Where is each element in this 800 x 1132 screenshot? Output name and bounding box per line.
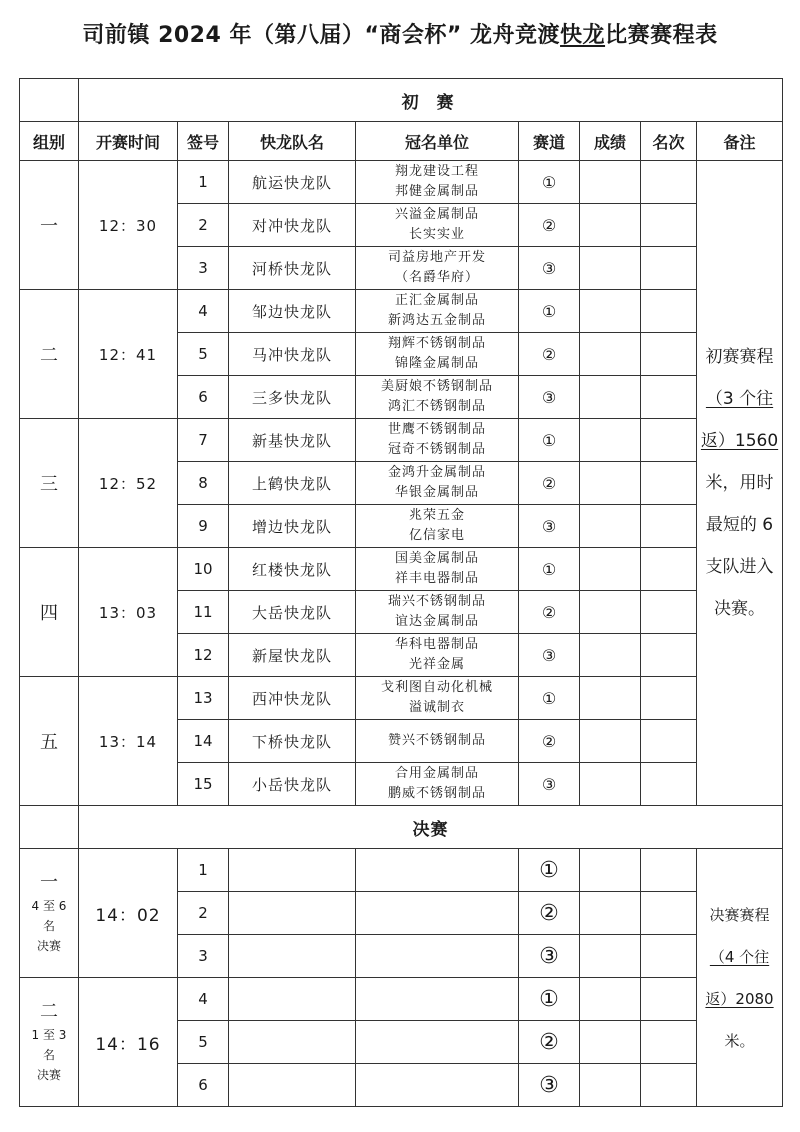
result-cell (580, 376, 641, 419)
rank-cell (641, 935, 697, 978)
sponsor-line: 正汇金属制品 (394, 293, 479, 308)
rank-cell (641, 978, 697, 1021)
start-time-cell: 12：41 (79, 290, 178, 419)
sponsor-line: 溢诚制衣 (408, 700, 465, 715)
sponsor-cell (356, 1021, 519, 1064)
team-name-cell: 三多快龙队 (229, 376, 356, 419)
team-name-cell: 小岳快龙队 (229, 763, 356, 806)
result-cell (580, 849, 641, 892)
final-group-name: 一 (40, 872, 58, 893)
column-header: 名次 (641, 122, 697, 161)
sponsor-cell (356, 849, 519, 892)
lane-cell: ② (519, 892, 580, 935)
group-cell: 二 (20, 290, 79, 419)
result-cell (580, 1064, 641, 1107)
sponsor-cell (356, 548, 519, 591)
draw-number-cell: 15 (178, 763, 229, 806)
schedule-table (19, 78, 783, 1107)
lane-cell: ③ (519, 1064, 580, 1107)
draw-number-cell: 9 (178, 505, 229, 548)
column-header: 快龙队名 (229, 122, 356, 161)
sponsor-line: 美厨娘不锈钢制品 (380, 379, 493, 394)
draw-number-cell: 7 (178, 419, 229, 462)
lane-cell: ① (519, 978, 580, 1021)
remark-line: 返）1560 (700, 431, 779, 451)
sponsor-line: 瑞兴不锈钢制品 (387, 594, 486, 609)
sponsor-line: 国美金属制品 (394, 551, 479, 566)
sponsor-line: 翔辉不锈钢制品 (387, 336, 486, 351)
result-cell (580, 462, 641, 505)
final-group-sub: 名 (42, 1048, 55, 1062)
sponsor-line: 司益房地产开发 (387, 250, 486, 265)
rank-cell (641, 505, 697, 548)
sponsor-line: 兴溢金属制品 (394, 207, 479, 222)
column-header: 备注 (697, 122, 783, 161)
sponsor-line: 邦健金属制品 (394, 184, 479, 199)
draw-number-cell: 4 (178, 290, 229, 333)
sponsor-line: 翔龙建设工程 (394, 164, 479, 179)
draw-number-cell: 6 (178, 376, 229, 419)
lane-cell: ② (519, 1021, 580, 1064)
title-text-1: 司前镇 2024 年（第八届）“商会杯” 龙舟竞渡 (82, 23, 561, 48)
sponsor-line: 谊达金属制品 (394, 614, 479, 629)
draw-number-cell: 5 (178, 1021, 229, 1064)
sponsor-line: 戈利图自动化机械 (380, 680, 493, 695)
column-header: 赛道 (519, 122, 580, 161)
lane-cell: ③ (519, 247, 580, 290)
table-row (20, 677, 783, 720)
team-name-cell: 下桥快龙队 (229, 720, 356, 763)
sponsor-line: 兆荣五金 (408, 508, 465, 523)
draw-number-cell: 2 (178, 204, 229, 247)
rank-cell (641, 1064, 697, 1107)
remark-line: 最短的 6 (705, 515, 774, 535)
rank-cell (641, 720, 697, 763)
sponsor-cell (356, 505, 519, 548)
result-cell (580, 419, 641, 462)
final-group-sub: 名 (42, 919, 55, 933)
rank-cell (641, 376, 697, 419)
result-cell (580, 763, 641, 806)
rank-cell (641, 677, 697, 720)
team-name-cell: 西冲快龙队 (229, 677, 356, 720)
result-cell (580, 247, 641, 290)
table-row (20, 978, 783, 1021)
final-group-cell (20, 978, 79, 1107)
remark-line: 支队进入 (705, 557, 774, 577)
sponsor-line: 锦隆金属制品 (394, 356, 479, 371)
team-name-cell: 对冲快龙队 (229, 204, 356, 247)
lane-cell: ③ (519, 935, 580, 978)
table-row (20, 548, 783, 591)
result-cell (580, 634, 641, 677)
result-cell (580, 591, 641, 634)
remark-line: 米，用时 (705, 473, 774, 493)
page-title (0, 18, 800, 49)
sponsor-line: （名爵华府） (394, 270, 479, 285)
final-group-sub: 决赛 (36, 939, 61, 953)
final-group-sub: 决赛 (36, 1068, 61, 1082)
lane-cell: ③ (519, 634, 580, 677)
rank-cell (641, 290, 697, 333)
team-name-cell: 上鹤快龙队 (229, 462, 356, 505)
rank-cell (641, 462, 697, 505)
sponsor-cell (356, 462, 519, 505)
team-name-cell: 航运快龙队 (229, 161, 356, 204)
result-cell (580, 720, 641, 763)
group-cell: 四 (20, 548, 79, 677)
rank-cell (641, 548, 697, 591)
team-name-cell: 红楼快龙队 (229, 548, 356, 591)
draw-number-cell: 10 (178, 548, 229, 591)
start-time-cell: 12：52 (79, 419, 178, 548)
final-group-cell (20, 849, 79, 978)
sponsor-line: 光祥金属 (408, 657, 465, 672)
team-name-cell: 新基快龙队 (229, 419, 356, 462)
sponsor-line: 合用金属制品 (394, 766, 479, 781)
result-cell (580, 161, 641, 204)
table-row (20, 849, 783, 892)
draw-number-cell: 5 (178, 333, 229, 376)
start-time-cell: 13：14 (79, 677, 178, 806)
rank-cell (641, 204, 697, 247)
column-header: 冠名单位 (356, 122, 519, 161)
sponsor-line: 赞兴不锈钢制品 (387, 733, 486, 748)
lane-cell: ① (519, 290, 580, 333)
start-time-cell: 14：02 (79, 849, 178, 978)
corner-cell (20, 806, 79, 849)
result-cell (580, 290, 641, 333)
rank-cell (641, 333, 697, 376)
result-cell (580, 677, 641, 720)
remark-cell (697, 161, 783, 806)
result-cell (580, 935, 641, 978)
sponsor-cell (356, 634, 519, 677)
result-cell (580, 204, 641, 247)
final-group-name: 二 (40, 1001, 58, 1022)
sponsor-cell (356, 935, 519, 978)
rank-cell (641, 763, 697, 806)
sponsor-cell (356, 763, 519, 806)
remark-line: 决赛。 (714, 599, 766, 619)
table-row (20, 290, 783, 333)
lane-cell: ③ (519, 376, 580, 419)
title-text-2: 比赛赛程表 (605, 23, 718, 48)
team-name-cell: 马冲快龙队 (229, 333, 356, 376)
rank-cell (641, 1021, 697, 1064)
remark-line: 米。 (724, 1031, 755, 1050)
team-name-cell: 河桥快龙队 (229, 247, 356, 290)
draw-number-cell: 13 (178, 677, 229, 720)
remark-line: 初赛赛程 (705, 347, 774, 367)
team-name-cell: 邹边快龙队 (229, 290, 356, 333)
prelim-section-label: 初 赛 (79, 79, 783, 122)
sponsor-cell (356, 1064, 519, 1107)
result-cell (580, 978, 641, 1021)
lane-cell: ② (519, 720, 580, 763)
title-underlined-text: 快龙 (560, 23, 606, 48)
sponsor-line: 世鹰不锈钢制品 (387, 422, 486, 437)
rank-cell (641, 419, 697, 462)
group-cell: 五 (20, 677, 79, 806)
rank-cell (641, 161, 697, 204)
sponsor-cell (356, 591, 519, 634)
team-name-cell (229, 978, 356, 1021)
rank-cell (641, 634, 697, 677)
sponsor-line: 新鸿达五金制品 (387, 313, 486, 328)
lane-cell: ② (519, 462, 580, 505)
team-name-cell: 增边快龙队 (229, 505, 356, 548)
team-name-cell (229, 935, 356, 978)
result-cell (580, 333, 641, 376)
draw-number-cell: 2 (178, 892, 229, 935)
sponsor-line: 华银金属制品 (394, 485, 479, 500)
column-header: 组别 (20, 122, 79, 161)
draw-number-cell: 14 (178, 720, 229, 763)
start-time-cell: 13：03 (79, 548, 178, 677)
draw-number-cell: 6 (178, 1064, 229, 1107)
draw-number-cell: 11 (178, 591, 229, 634)
lane-cell: ① (519, 419, 580, 462)
lane-cell: ③ (519, 763, 580, 806)
sponsor-cell (356, 333, 519, 376)
lane-cell: ③ (519, 505, 580, 548)
sponsor-line: 华科电器制品 (394, 637, 479, 652)
result-cell (580, 505, 641, 548)
draw-number-cell: 1 (178, 849, 229, 892)
sponsor-line: 鸿汇不锈钢制品 (387, 399, 486, 414)
lane-cell: ① (519, 548, 580, 591)
draw-number-cell: 12 (178, 634, 229, 677)
draw-number-cell: 3 (178, 247, 229, 290)
start-time-cell: 12：30 (79, 161, 178, 290)
rank-cell (641, 849, 697, 892)
team-name-cell: 大岳快龙队 (229, 591, 356, 634)
draw-number-cell: 8 (178, 462, 229, 505)
table-row (20, 161, 783, 204)
sponsor-cell (356, 161, 519, 204)
result-cell (580, 1021, 641, 1064)
final-section-row (20, 806, 783, 849)
column-header: 开赛时间 (79, 122, 178, 161)
result-cell (580, 892, 641, 935)
group-cell: 一 (20, 161, 79, 290)
remark-line: 返）2080 (705, 989, 774, 1008)
lane-cell: ① (519, 849, 580, 892)
team-name-cell (229, 1021, 356, 1064)
remark-line: （3 个往 (705, 389, 774, 409)
team-name-cell: 新屋快龙队 (229, 634, 356, 677)
sponsor-cell (356, 892, 519, 935)
lane-cell: ② (519, 204, 580, 247)
start-time-cell: 14：16 (79, 978, 178, 1107)
lane-cell: ② (519, 591, 580, 634)
sponsor-line: 亿信家电 (408, 528, 465, 543)
sponsor-cell (356, 204, 519, 247)
lane-cell: ② (519, 333, 580, 376)
remark-line: （4 个往 (709, 947, 770, 966)
sponsor-cell (356, 978, 519, 1021)
team-name-cell (229, 1064, 356, 1107)
lane-cell: ① (519, 677, 580, 720)
final-group-sub: 4 至 6 (31, 899, 67, 913)
lane-cell: ① (519, 161, 580, 204)
sponsor-line: 鹏威不锈钢制品 (387, 786, 486, 801)
sponsor-line: 金鸿升金属制品 (387, 465, 486, 480)
sponsor-line: 冠奇不锈钢制品 (387, 442, 486, 457)
column-header: 签号 (178, 122, 229, 161)
sponsor-cell (356, 247, 519, 290)
column-header: 成绩 (580, 122, 641, 161)
rank-cell (641, 247, 697, 290)
draw-number-cell: 4 (178, 978, 229, 1021)
draw-number-cell: 3 (178, 935, 229, 978)
corner-cell (20, 79, 79, 122)
group-cell: 三 (20, 419, 79, 548)
header-row (20, 122, 783, 161)
sponsor-cell (356, 720, 519, 763)
remark-line: 决赛赛程 (709, 905, 770, 924)
team-name-cell (229, 849, 356, 892)
result-cell (580, 548, 641, 591)
sponsor-line: 长实实业 (408, 227, 465, 242)
rank-cell (641, 591, 697, 634)
draw-number-cell: 1 (178, 161, 229, 204)
table-row (20, 419, 783, 462)
sponsor-line: 祥丰电器制品 (394, 571, 479, 586)
sponsor-cell (356, 677, 519, 720)
rank-cell (641, 892, 697, 935)
final-section-label: 决赛 (79, 806, 783, 849)
team-name-cell (229, 892, 356, 935)
sponsor-cell (356, 290, 519, 333)
final-remark-cell (697, 849, 783, 1107)
final-group-sub: 1 至 3 (31, 1028, 67, 1042)
sponsor-cell (356, 419, 519, 462)
sponsor-cell (356, 376, 519, 419)
